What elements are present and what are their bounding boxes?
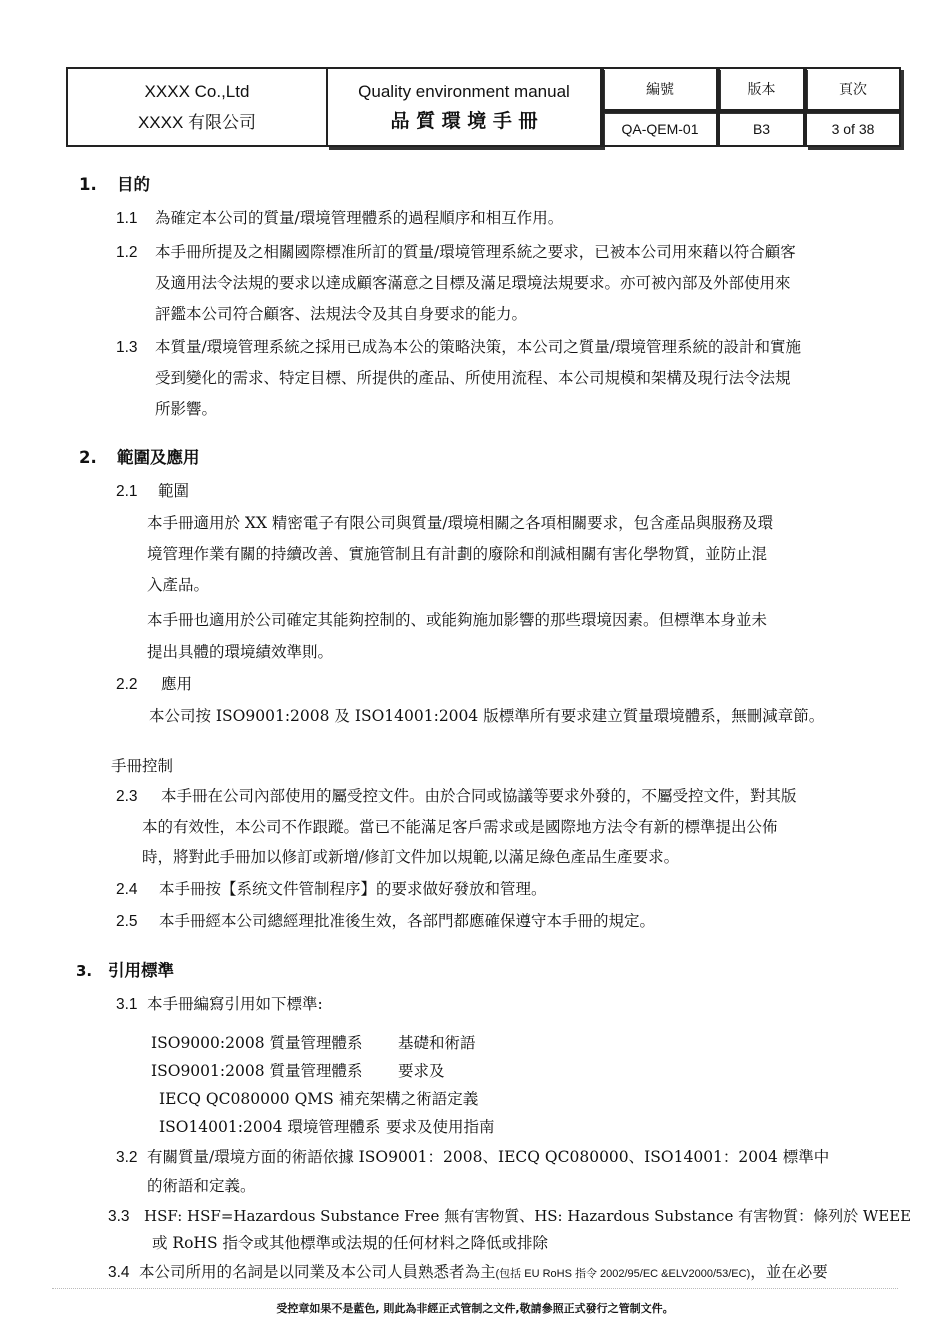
section-1-number: 1. (79, 175, 97, 194)
version-value: B3 (752, 121, 771, 137)
item-2-4-number: 2.4 (116, 881, 138, 898)
item-3-3-line-1: HSF: HSF=Hazardous Substance Free 無有害物質、HS: Hazardous Substance 有害物質：條列於 WEEE (144, 1207, 912, 1225)
item-1-2-line-2: 及適用法令法規的要求以達成顧客滿意之目標及滿足環境法規要求。亦可被內部及外部使用來 (155, 274, 791, 292)
item-2-3-line-1: 本手冊在公司內部使用的屬受控文件。由於合同或協議等要求外發的，不屬受控文件，對其版 (161, 787, 797, 805)
standard-2-desc: 要求及 (398, 1062, 445, 1080)
doc-no-value: QA-QEM-01 (621, 121, 699, 137)
manual-title-zh: 品 質 環 境 手 冊 (390, 109, 538, 132)
standard-4-desc: 要求及使用指南 (386, 1118, 495, 1136)
section-3-title: 引用標準 (108, 961, 174, 980)
item-3-2-line-2: 的術語和定義。 (147, 1177, 256, 1195)
item-3-4-text-c: ，並在必要 (750, 1263, 828, 1281)
document-header (66, 67, 904, 149)
item-1-3-line-2: 受到變化的需求、特定目標、所提供的產品、所使用流程、本公司規模和架構及現行法令法規 (155, 369, 791, 387)
company-box (66, 67, 328, 147)
item-2-1-number: 2.1 (116, 483, 138, 500)
item-1-2-number: 1.2 (116, 244, 138, 261)
item-1-3-line-1: 本質量/環境管理系統之採用已成為本公的策略決策，本公司之質量/環境管理系統的設計和實施 (155, 338, 801, 356)
item-2-3-line-3: 時，將對此手冊加以修訂或新增/修訂文件加以規範,以滿足綠色產品生產要求。 (142, 848, 680, 866)
item-2-1-title: 範圍 (158, 482, 190, 500)
version-label: 版本 (747, 82, 776, 98)
version-label-cell (718, 67, 805, 111)
page-label-cell (805, 67, 901, 111)
item-2-3-number: 2.3 (116, 788, 138, 805)
item-2-4-text: 本手冊按【系统文件管制程序】的要求做好發放和管理。 (159, 880, 547, 898)
section-2-title: 範圍及應用 (117, 448, 200, 467)
item-1-2-line-3: 評鑑本公司符合顧客、法規法令及其自身要求的能力。 (155, 305, 528, 323)
manual-title-en: Quality environment manual (358, 81, 570, 101)
scope-para-1-line-3: 入產品。 (147, 576, 210, 594)
manual-control-title: 手冊控制 (111, 757, 174, 775)
section-3-number: 3. (76, 962, 93, 980)
footer-control-note: 受控章如果不是藍色, 則此為非經正式管制之文件,敬請參照正式發行之管制文件。 (276, 1302, 674, 1315)
company-name-en: XXXX Co.,Ltd (144, 81, 250, 101)
doc-no-label-cell (602, 67, 718, 111)
item-2-2-title: 應用 (161, 675, 193, 693)
item-3-3-line-2: 或 RoHS 指令或其他標準或法規的任何材料之降低或排除 (152, 1234, 548, 1252)
item-3-4-line-1 (139, 1265, 828, 1281)
title-box (326, 67, 602, 147)
company-name-zh: XXXX 有限公司 (137, 112, 257, 132)
version-cell (718, 111, 805, 147)
item-3-4-number: 3.4 (108, 1264, 130, 1281)
scope-para-1-line-1: 本手冊適用於 XX 精密電子有限公司與質量/環境相關之各項相關要求，包含產品與服務及環 (147, 514, 774, 532)
item-2-5-number: 2.5 (116, 913, 138, 930)
scope-para-1-line-2: 境管理作業有關的持續改善、實施管制且有計劃的廢除和削減相關有害化學物質，並防止混 (147, 545, 768, 563)
item-1-2-line-1: 本手冊所提及之相關國際標准所訂的質量/環境管理系統之要求，已被本公司用來藉以符合顧客 (155, 243, 796, 261)
scope-para-2-line-2: 提出具體的環境績效準則。 (147, 643, 334, 661)
page-value: 3 of 38 (831, 121, 875, 137)
standard-2-name: ISO9001:2008 質量管理體系 (151, 1062, 363, 1080)
item-2-3-line-2: 本的有效性，本公司不作跟蹤。當已不能滿足客戶需求或是國際地方法令有新的標準提出公佈 (142, 818, 778, 836)
item-3-2-line-1: 有關質量/環境方面的術語依據 ISO9001：2008、IECQ QC080000、ISO14001：2004 標準中 (147, 1148, 830, 1166)
page-label: 頁次 (839, 82, 867, 98)
item-2-2-number: 2.2 (116, 676, 138, 693)
doc-no-label: 編號 (646, 82, 674, 98)
standard-1-name: ISO9000:2008 質量管理體系 (151, 1034, 363, 1052)
item-3-1-number: 3.1 (116, 996, 138, 1013)
item-1-3-number: 1.3 (116, 339, 138, 356)
item-3-2-number: 3.2 (116, 1149, 138, 1166)
page-cell (805, 111, 901, 147)
item-3-1-text: 本手冊編寫引用如下標準: (147, 995, 323, 1013)
standard-1-desc: 基礎和術語 (398, 1034, 476, 1052)
item-1-3-line-3: 所影響。 (155, 400, 218, 418)
item-1-1-number: 1.1 (116, 210, 138, 227)
item-3-3-number: 3.3 (108, 1208, 130, 1225)
item-1-1-text: 為確定本公司的質量/環境管理體系的過程順序和相互作用。 (155, 209, 564, 227)
standard-3: IECQ QC080000 QMS 補充架構之術語定義 (159, 1090, 479, 1108)
application-text: 本公司按 ISO9001:2008 及 ISO14001:2004 版標準所有要求建立質量環境體系，無刪減章節。 (149, 707, 825, 725)
item-2-5-text: 本手冊經本公司總經理批准後生效，各部門都應確保遵守本手冊的規定。 (159, 912, 656, 930)
item-3-4-text-a: 本公司所用的名詞是以同業及本公司人員熟悉者為主 (139, 1263, 496, 1281)
footer-divider (52, 1288, 898, 1289)
item-3-4-text-b: (包括 EU RoHS 指令 2002/95/EC &ELV2000/53/EC) (495, 1268, 751, 1280)
scope-para-2-line-1: 本手冊也適用於公司確定其能夠控制的、或能夠施加影響的那些環境因素。但標準本身並未 (147, 611, 768, 629)
section-2-number: 2. (79, 448, 97, 467)
standard-4-name: ISO14001:2004 環境管理體系 (159, 1118, 381, 1136)
doc-no-cell (602, 111, 718, 147)
section-1-title: 目的 (117, 175, 150, 194)
